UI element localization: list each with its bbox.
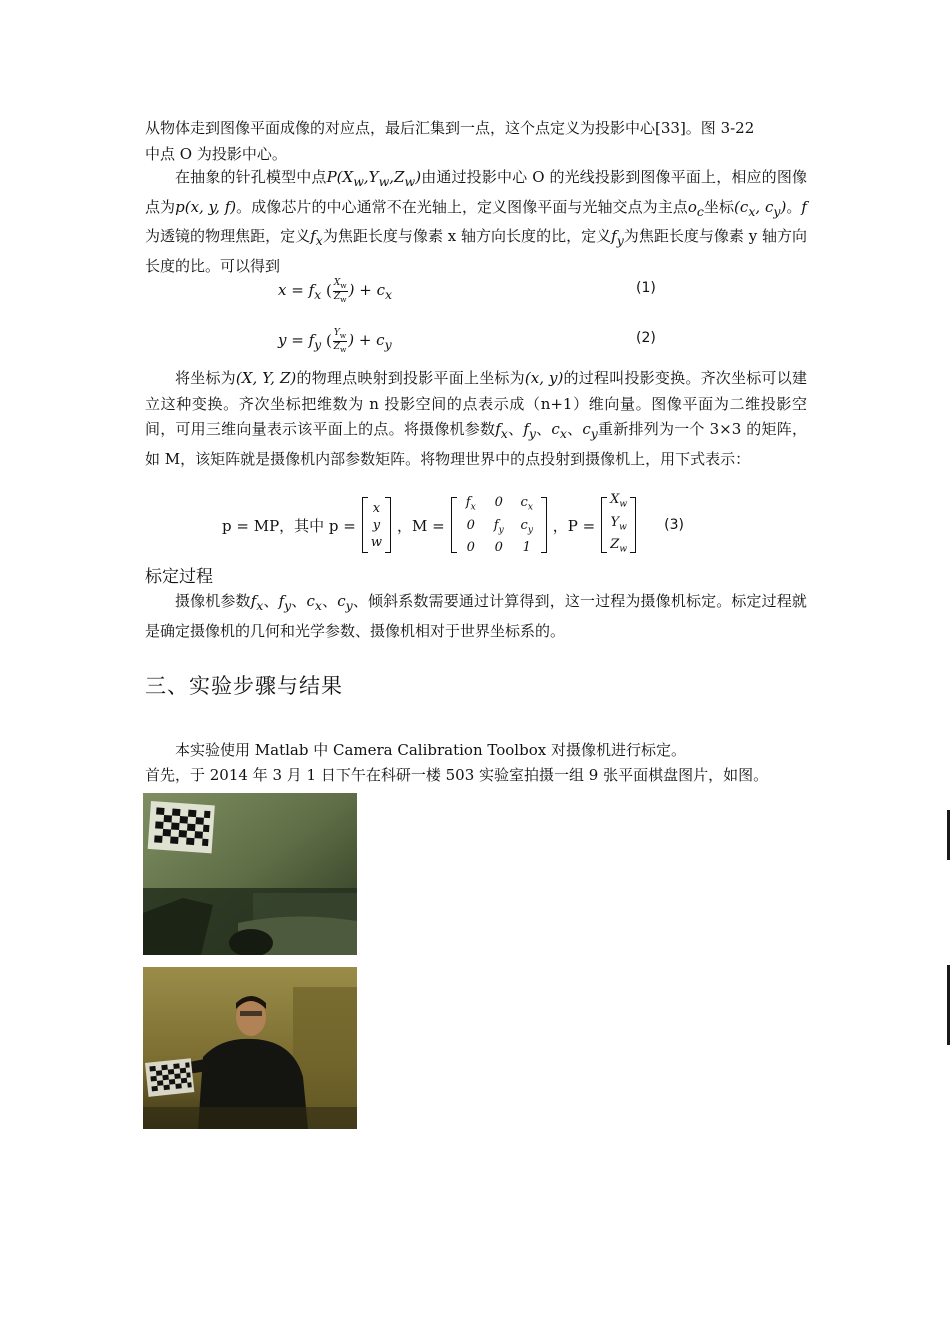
paragraph-projection: 将坐标为(X, Y, Z)的物理点映射到投影平面上坐标为(x, y)的过程叫投影变换。齐次坐标可以建立这种变换。齐次坐标把维数为 n 投影空间的点表示成（n+1）维向量。图像平面为二维投影空间，可用三维向量表示该平面上的点。将摄像机参数$f_x$、$f_y$、$c_x$、$c_y$重新排列为一个 3×3 的矩阵，如 M，该矩阵就是摄像机内部参数矩阵。将物理世界中的点投射到摄像机上，用下式表示： xyxy=(145,369,807,468)
fraction: $\frac{Y_w}{Z_w}$ xyxy=(333,328,347,354)
fraction: $\frac{X_w}{Z_w}$ xyxy=(333,278,347,304)
math-fy: $f_y$ xyxy=(611,227,624,248)
vector-p-cell: w xyxy=(370,534,383,550)
matrix-M-cell: 1 xyxy=(522,540,531,556)
equation-3-lhs: p = MP，其中 p = xyxy=(222,516,356,535)
text: 由通过投影中心 O 的光线投影到图像平面上，相应的图像点为 xyxy=(145,168,807,216)
equation-2: $y = f_y$ ( $\frac{Y_w}{Z_w}$ ) + $c_y$ xyxy=(278,328,392,354)
text: 为焦距长度与像素 x 轴方向长度的比，定义 xyxy=(322,227,612,245)
paragraph-intro xyxy=(145,116,807,167)
text: 坐标 xyxy=(703,197,735,216)
matrix-M-cell: 0 xyxy=(466,540,475,556)
matrix-M-cell: $c_y$ xyxy=(520,517,533,536)
matrix-M xyxy=(451,494,547,556)
equation-1: $x = f_x$ ( $\frac{X_w}{Z_w}$ ) + $c_x$ xyxy=(278,278,393,304)
text: 。成像芯片的中心通常不在光轴上，定义图像平面与光轴交点为主点 xyxy=(236,197,688,216)
math-cxcy: ($c_x$, $c_y$) xyxy=(734,197,787,219)
equation-3 xyxy=(222,492,684,556)
heading-calibration-process: 标定过程 xyxy=(145,567,213,587)
paragraph-calibration: 摄像机参数$f_x$、$f_y$、$c_x$、$c_y$、倾斜系数需要通过计算得到，这一过程为摄像机标定。标定过程就是确定摄像机的几何和光学参数、摄像机相对于世界坐标系的。 xyxy=(145,592,807,640)
vector-P-cell: $Z_w$ xyxy=(610,537,628,555)
vector-P-cell: $Y_w$ xyxy=(610,514,627,533)
math-f: f xyxy=(801,197,807,216)
matrix-M-cell: $f_x$ xyxy=(465,494,476,513)
equation-3-number: (3) xyxy=(664,517,684,533)
calibration-photo-2 xyxy=(143,967,357,1129)
text: 为焦距长度与像素 y 轴方向长度的比。可以得到 xyxy=(145,227,808,275)
calibration-photo-1 xyxy=(143,793,357,955)
math-point-p: p(x, y, f) xyxy=(175,197,237,216)
text: 。 xyxy=(786,197,802,216)
math-principal-point: $o_c$ xyxy=(687,197,704,219)
calibration-photo-1-graphic xyxy=(143,793,357,955)
paragraph-photo-session: 首先，于 2014 年 3 月 1 日下午在科研一楼 503 实验室拍摄一组 9 张平面棋盘图片，如图。 xyxy=(145,766,769,784)
vector-p xyxy=(362,497,391,553)
math-point-P: $P(X_w,Y_w,Z_w)$ xyxy=(326,168,422,189)
equation-2-number: (2) xyxy=(636,330,656,346)
equation-1-number: (1) xyxy=(636,280,656,296)
vector-p-cell: x xyxy=(372,500,381,516)
matrix-M-cell: $f_y$ xyxy=(493,517,504,536)
heading-section-3: 三、实验步骤与结果 xyxy=(145,674,343,698)
vector-p-cell: y xyxy=(372,517,381,533)
matrix-M-cell: $c_x$ xyxy=(520,494,533,513)
text: 在抽象的针孔模型中点 xyxy=(175,168,327,186)
vector-P xyxy=(601,491,636,559)
paragraph-intro-line1: 从物体走到图像平面成像的对应点，最后汇集到一点，这个点定义为投影中心[33]。图 3-22 xyxy=(145,119,755,137)
equation-3-p-label: ，P = xyxy=(552,516,596,535)
matrix-M-cell: 0 xyxy=(494,540,503,556)
paragraph-toolbox: 本实验使用 Matlab 中 Camera Calibration Toolbox 对摄像机进行标定。 xyxy=(175,741,686,759)
math-fx: $f_x$ xyxy=(310,227,323,248)
text: 为透镜的物理焦距，定义 xyxy=(145,227,311,245)
matrix-M-cell: 0 xyxy=(494,494,503,510)
vector-P-cell: $X_w$ xyxy=(610,492,628,510)
paragraph-pinhole-model xyxy=(145,165,807,279)
equation-3-m-label: ，M = xyxy=(397,516,445,535)
paragraph-intro-line2: 中点 O 为投影中心。 xyxy=(145,144,287,163)
matrix-M-cell: 0 xyxy=(466,517,475,533)
calibration-photo-2-graphic xyxy=(143,967,357,1129)
